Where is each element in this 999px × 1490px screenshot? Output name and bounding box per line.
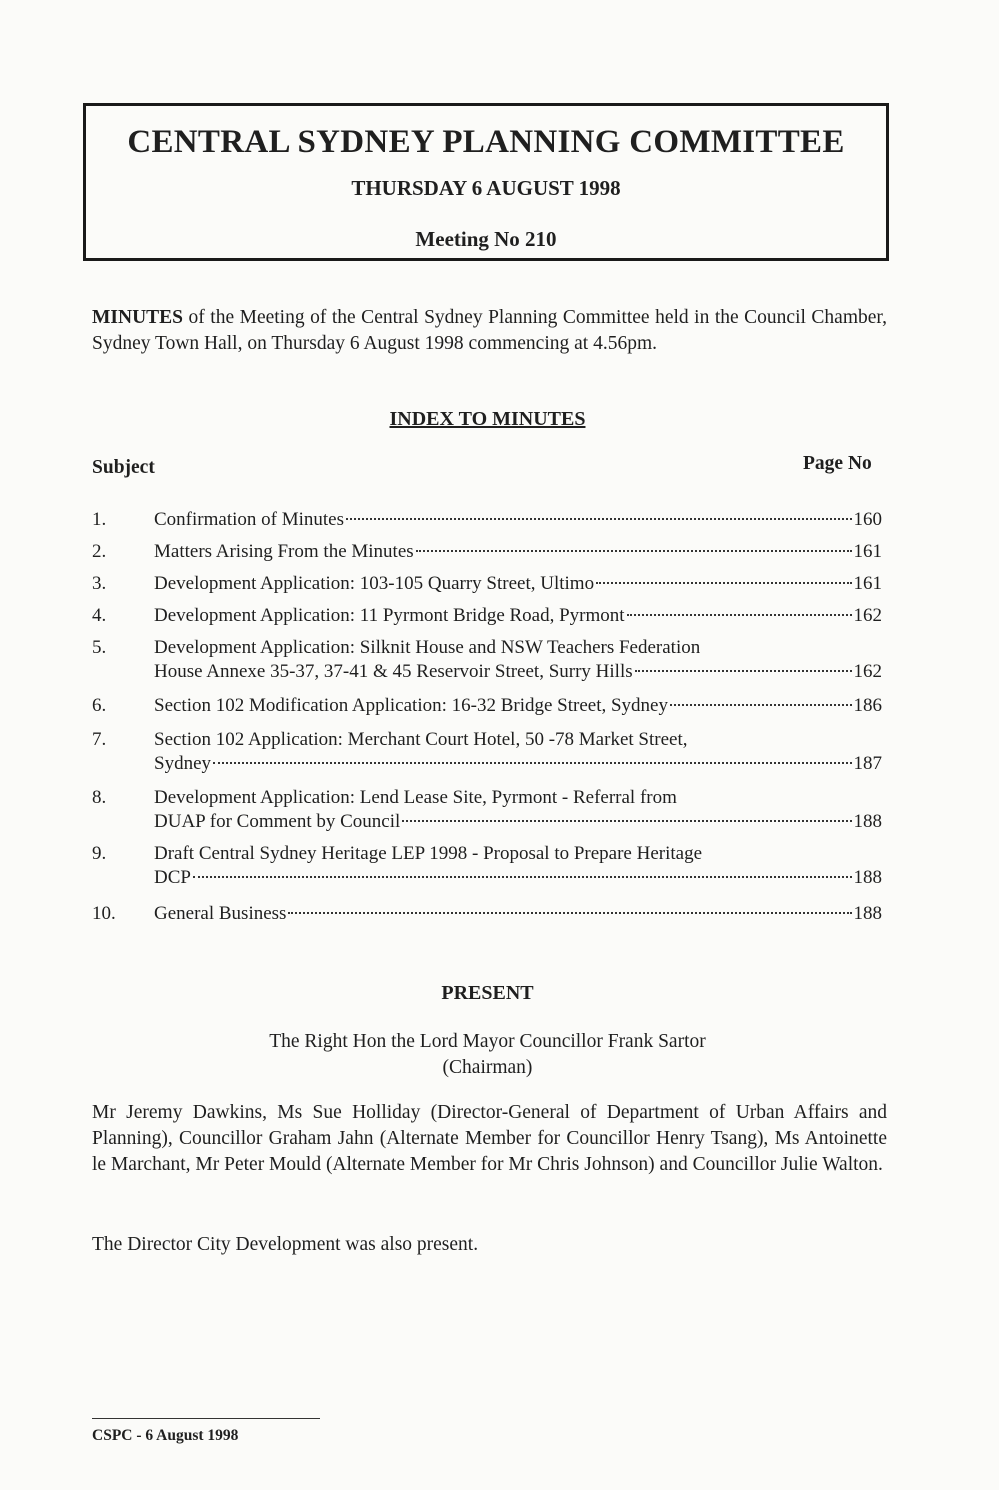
- index-item-subject-line: Development Application: Lend Lease Site, Pyrmont - Referral from: [154, 787, 677, 808]
- present-heading-text: PRESENT: [441, 982, 534, 1004]
- index-item-page: 187: [853, 753, 882, 774]
- index-item-subject: [154, 902, 882, 926]
- index-item-page: 186: [853, 695, 882, 716]
- index-item-number: 4.: [92, 605, 107, 626]
- intro-text: of the Meeting of the Central Sydney Planning Committee held in the Council Chamber, Sydney Town Hall, on Thursday 6 August 1998 commencing at 4.56pm.: [92, 307, 887, 354]
- meeting-number: Meeting No 210: [415, 227, 557, 251]
- footer-rule: [92, 1418, 320, 1419]
- index-item-subject-line: Draft Central Sydney Heritage LEP 1998 - Proposal to Prepare Heritage: [154, 843, 703, 864]
- dot-leader: [596, 582, 851, 584]
- members-present: Mr Jeremy Dawkins, Ms Sue Holliday (Director-General of Department of Urban Affairs and Planning), Councillor Graham Jahn (Alternate Member for Councillor Henry Tsang), Ms Antoinette le Marchant, Mr Peter Mould (Alternate Member for Mr Chris Johnson) and Councillor Julie Walton.: [92, 1102, 887, 1175]
- index-item-number: 5.: [92, 637, 107, 658]
- index-heading: [0, 408, 999, 431]
- index-item-subject: [154, 694, 882, 718]
- footer-text: CSPC - 6 August 1998: [92, 1427, 239, 1444]
- index-item-subject: [154, 842, 882, 890]
- chairman-block: [0, 1029, 999, 1081]
- index-heading-text: INDEX TO MINUTES: [389, 408, 586, 430]
- index-item-subject-last-line: Matters Arising From the Minutes: [154, 541, 414, 562]
- index-item-subject-last-line: DCP: [154, 867, 191, 888]
- title-box: [83, 103, 889, 261]
- chairman-name: The Right Hon the Lord Mayor Councillor Frank Sartor: [269, 1031, 706, 1052]
- index-item-subject-last-line: DUAP for Comment by Council: [154, 811, 401, 832]
- dot-leader: [402, 820, 851, 822]
- meeting-date: THURSDAY 6 AUGUST 1998: [351, 176, 621, 200]
- dot-leader: [635, 670, 852, 672]
- index-item-page: 162: [853, 605, 882, 626]
- index-item-subject-line: Development Application: Silknit House and NSW Teachers Federation: [154, 637, 701, 658]
- index-item-subject: [154, 636, 882, 684]
- index-item-page: 188: [853, 867, 882, 888]
- dot-leader: [416, 550, 852, 552]
- dot-leader: [193, 876, 852, 878]
- index-item-number: 3.: [92, 573, 107, 594]
- index-item-number: 1.: [92, 509, 107, 530]
- index-item-number: 10.: [92, 903, 116, 924]
- index-item-number: 9.: [92, 843, 107, 864]
- index-item-subject-last-line: Development Application: 11 Pyrmont Bridge Road, Pyrmont: [154, 605, 625, 626]
- also-present: The Director City Development was also present.: [92, 1234, 479, 1255]
- document-title: CENTRAL SYDNEY PLANNING COMMITTEE: [127, 124, 845, 160]
- index-item-number: 6.: [92, 695, 107, 716]
- index-item-subject-line: Section 102 Application: Merchant Court Hotel, 50 -78 Market Street,: [154, 729, 688, 750]
- subject-column-label: Subject: [92, 457, 155, 478]
- chairman-role: (Chairman): [442, 1057, 533, 1078]
- index-item-subject-last-line: General Business: [154, 903, 287, 924]
- index-item-page: 160: [853, 509, 882, 530]
- index-item-number: 8.: [92, 787, 107, 808]
- index-item-number: 2.: [92, 541, 107, 562]
- dot-leader: [627, 614, 852, 616]
- index-item-page: 161: [853, 541, 882, 562]
- present-heading: [0, 982, 999, 1005]
- index-item-subject: [154, 728, 882, 776]
- dot-leader: [288, 912, 851, 914]
- index-item-number: 7.: [92, 729, 107, 750]
- index-item-subject-last-line: Section 102 Modification Application: 16-32 Bridge Street, Sydney: [154, 695, 668, 716]
- index-item-subject-last-line: House Annexe 35-37, 37-41 & 45 Reservoir Street, Surry Hills: [154, 661, 633, 682]
- dot-leader: [670, 704, 852, 706]
- index-item-page: 188: [853, 903, 882, 924]
- index-item-subject: [154, 604, 882, 628]
- index-item-subject-last-line: Sydney: [154, 753, 211, 774]
- index-item-subject: [154, 786, 882, 834]
- index-item-page: 162: [853, 661, 882, 682]
- index-item-subject: [154, 540, 882, 564]
- index-item-subject-last-line: Confirmation of Minutes: [154, 509, 344, 530]
- index-item-page: 188: [853, 811, 882, 832]
- index-item-page: 161: [853, 573, 882, 594]
- dot-leader: [346, 518, 852, 520]
- dot-leader: [213, 762, 852, 764]
- index-item-subject: [154, 572, 882, 596]
- intro-lead: MINUTES: [92, 307, 184, 328]
- index-item-subject-last-line: Development Application: 103-105 Quarry Street, Ultimo: [154, 573, 595, 594]
- page-column-label: Page No: [803, 453, 872, 474]
- index-item-subject: [154, 508, 882, 532]
- intro-paragraph: [92, 305, 887, 357]
